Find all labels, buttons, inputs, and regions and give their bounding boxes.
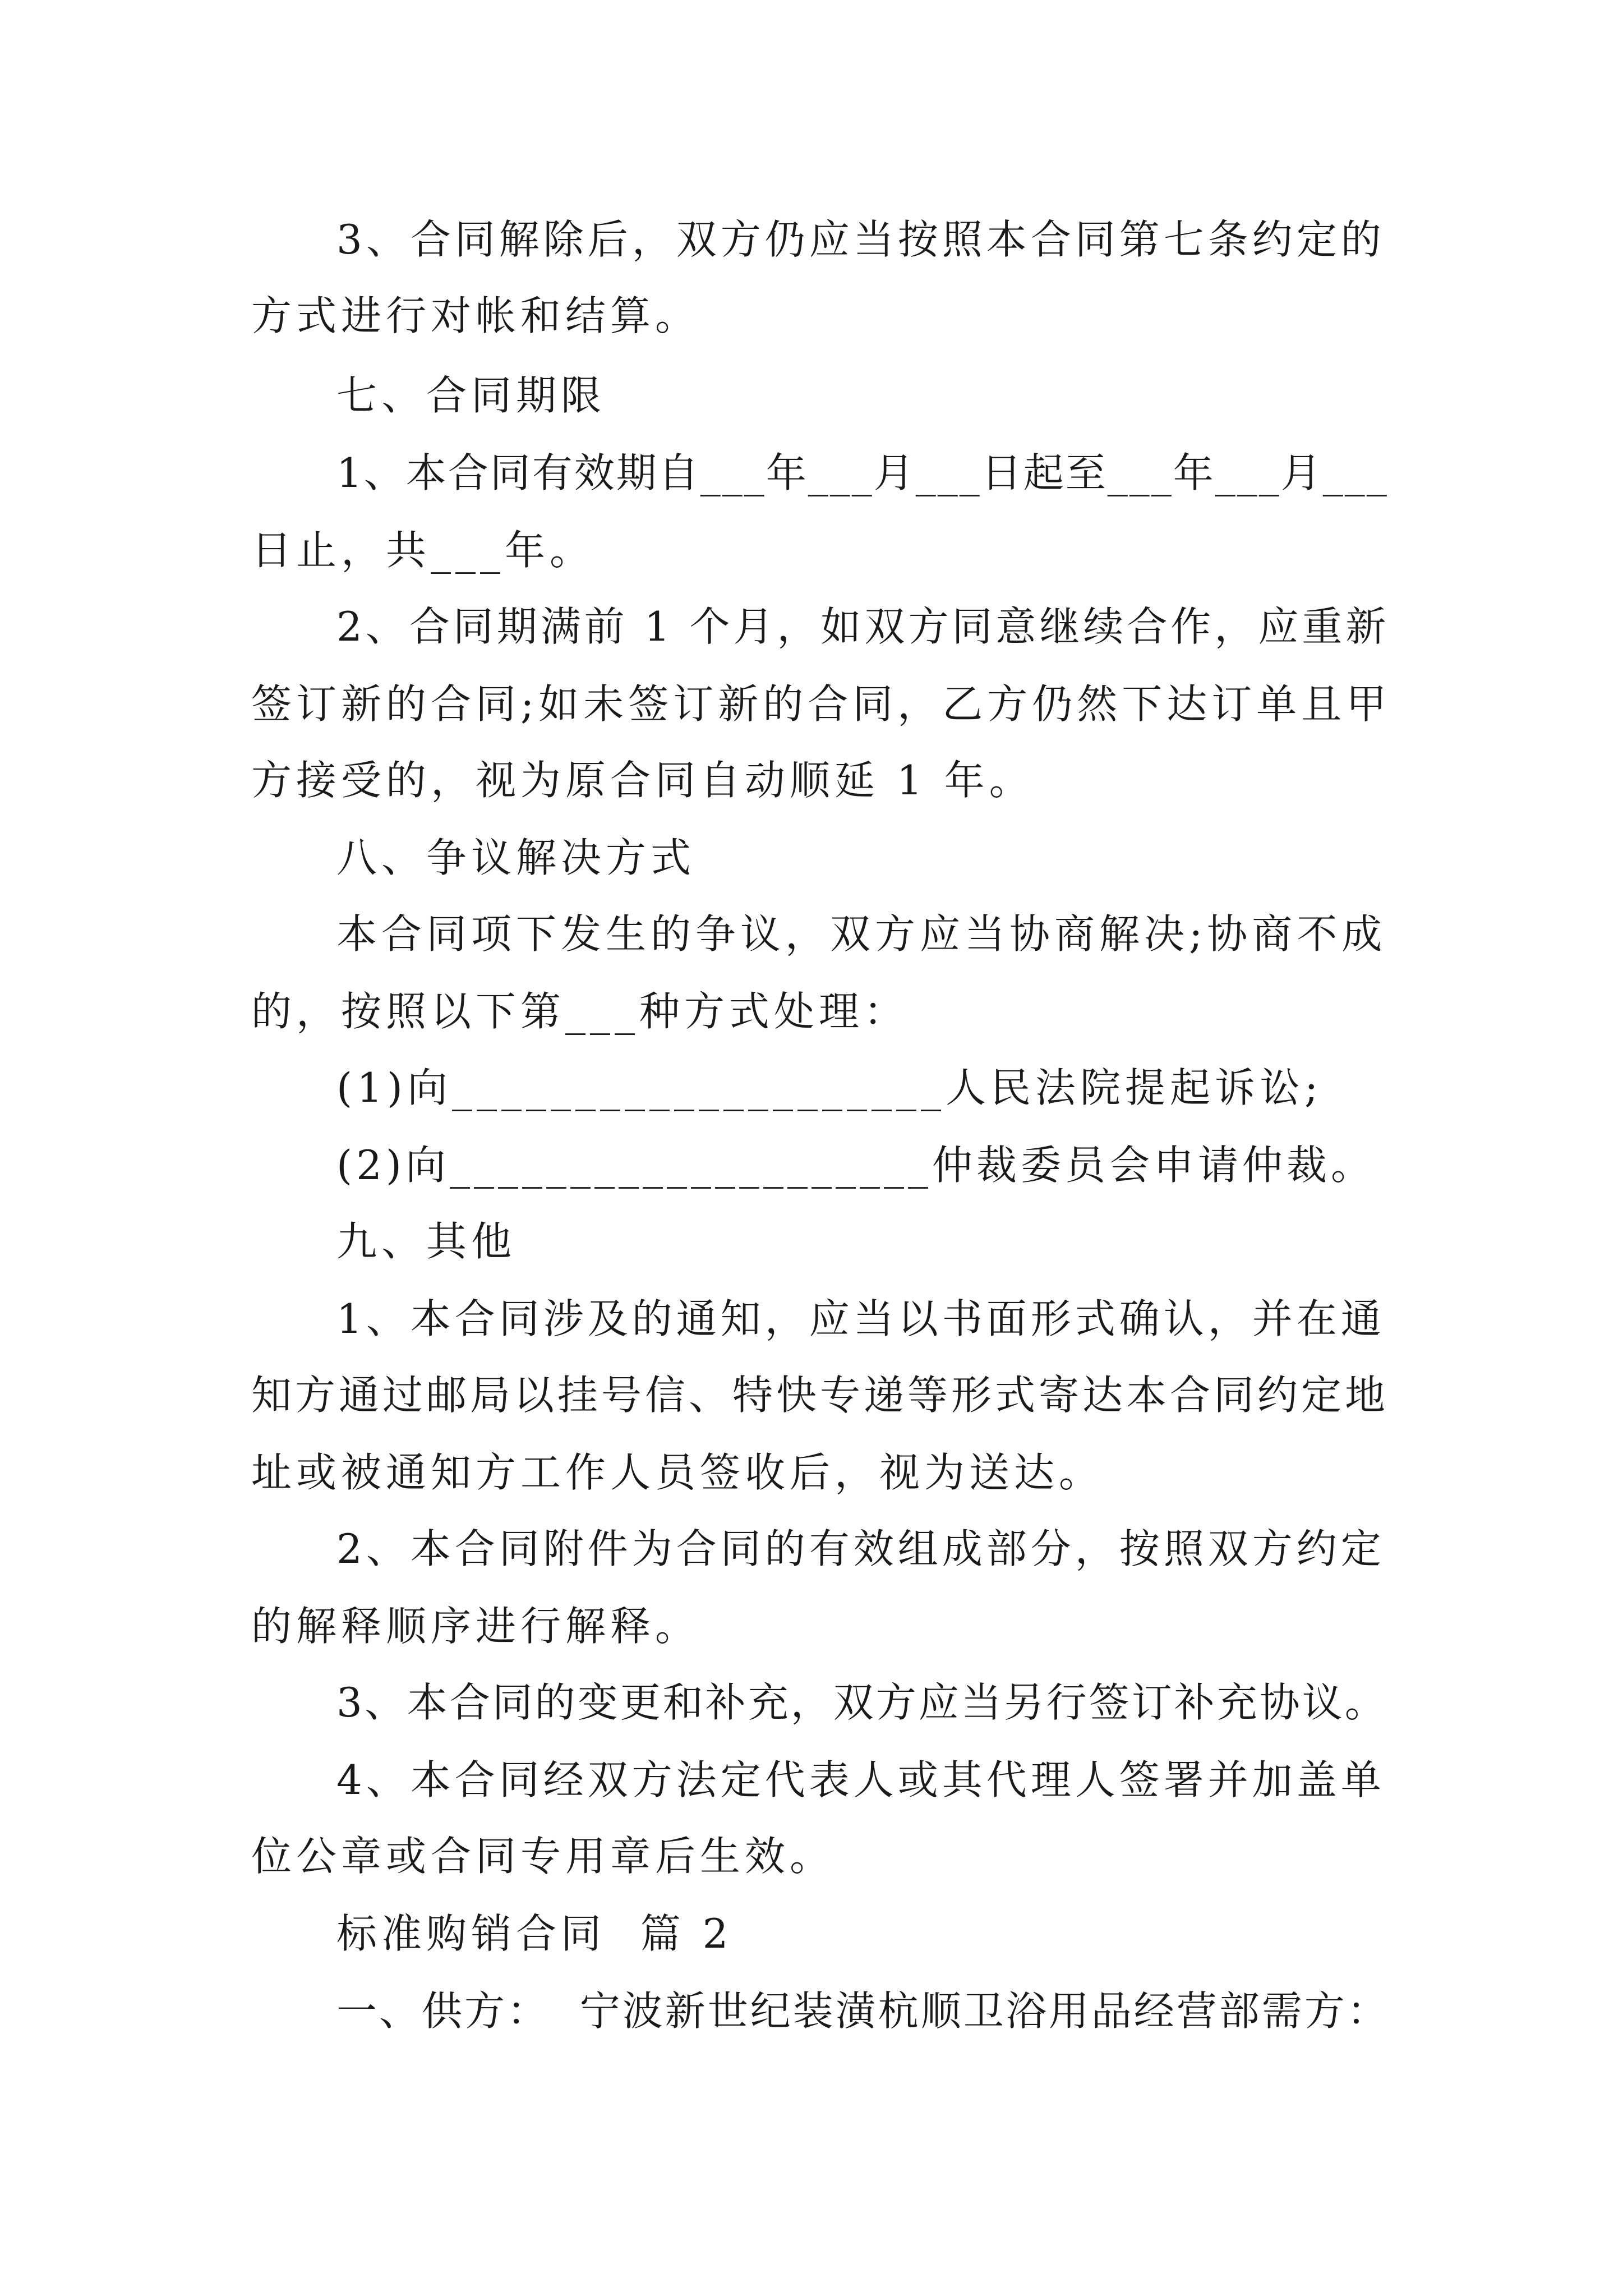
paragraph-line: 日止，共___年。 — [251, 527, 595, 574]
paragraph-line: 2、合同期满前 1 个月，如双方同意继续合作，应重新 — [336, 603, 1390, 650]
paragraph-line: 1、本合同有效期自___年___月___日起至___年___月___ — [336, 449, 1389, 496]
paragraph-line: 的，按照以下第___种方式处理： — [251, 988, 909, 1035]
paragraph-line: 位公章或合同专用章后生效。 — [251, 1833, 835, 1880]
section-heading: 八、争议解决方式 — [336, 834, 696, 881]
section-heading: 九、其他 — [336, 1218, 517, 1265]
section-heading: 标准购销合同 篇 2 — [336, 1910, 733, 1957]
paragraph-line: 签订新的合同;如未签订新的合同，乙方仍然下达订单且甲 — [251, 680, 1391, 728]
paragraph-line: 2、本合同附件为合同的有效组成部分，按照双方约定 — [336, 1525, 1385, 1572]
paragraph-line: 4、本合同经双方法定代表人或其代理人签署并加盖单 — [336, 1756, 1385, 1803]
paragraph-line: (2)向____________________仲裁委员会申请仲裁。 — [336, 1142, 1375, 1189]
paragraph-line: 址或被通知方工作人员签收后，视为送达。 — [251, 1449, 1104, 1496]
paragraph-line: 3、合同解除后，双方仍应当按照本合同第七条约定的 — [336, 216, 1385, 263]
paragraph-line: 一、供方： 宁波新世纪装潢杭顺卫浴用品经营部需方： — [336, 1987, 1390, 2035]
section-heading: 七、合同期限 — [336, 372, 606, 419]
paragraph-line: 知方通过邮局以挂号信、特快专递等形式寄达本合同约定地 — [251, 1372, 1389, 1419]
paragraph-line: 方式进行对帐和结算。 — [251, 292, 700, 339]
paragraph-line: 3、本合同的变更和补充，双方应当另行签订补充协议。 — [336, 1679, 1387, 1726]
paragraph-line: 本合同项下发生的争议，双方应当协商解决;协商不成 — [336, 910, 1387, 958]
paragraph-line: (1)向____________________人民法院提起诉讼; — [336, 1064, 1323, 1111]
paragraph-line: 的解释顺序进行解释。 — [251, 1603, 700, 1650]
paragraph-line: 1、本合同涉及的通知，应当以书面形式确认，并在通 — [336, 1295, 1385, 1342]
paragraph-line: 方接受的，视为原合同自动顺延 1 年。 — [251, 757, 1034, 804]
